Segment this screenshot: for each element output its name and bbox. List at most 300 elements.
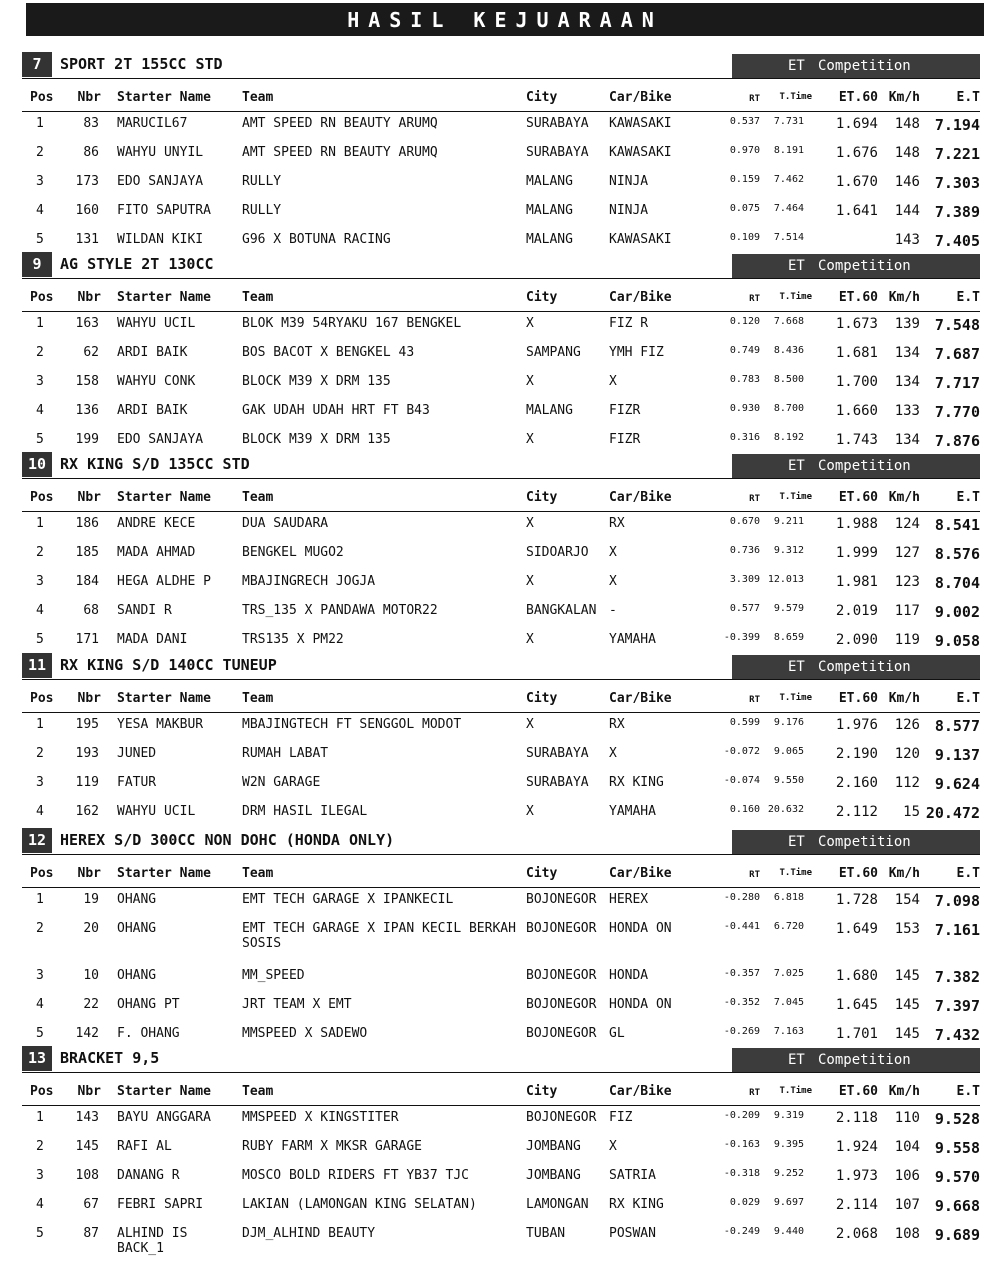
column-header-ttime: T.Time	[764, 283, 826, 312]
cell-et: 9.558	[934, 1139, 980, 1157]
cell-car: FIZ	[609, 1110, 633, 1125]
column-header-ttime: T.Time	[764, 83, 826, 112]
cell-city: MALANG	[526, 232, 573, 247]
cell-car: HONDA	[609, 968, 649, 983]
cell-city: X	[526, 574, 534, 589]
race-section	[22, 1046, 980, 1269]
cell-car: KAWASAKI	[609, 232, 672, 247]
cell-starter: ARDI BAIK	[117, 345, 188, 360]
cell-car: RX	[609, 516, 625, 531]
cell-starter: FATUR	[117, 775, 157, 790]
cell-rt: 0.160	[729, 804, 760, 815]
column-header-rt: RT	[704, 684, 764, 713]
cell-starter: ANDRE KECE	[117, 516, 196, 531]
column-header-car: Car/Bike	[609, 859, 704, 888]
column-header-starter: Starter Name	[117, 684, 242, 713]
cell-team: RULLY	[242, 174, 282, 189]
table-header-row	[22, 684, 980, 713]
cell-ttime: 8.700	[773, 403, 804, 414]
cell-city: BOJONEGOR	[526, 921, 597, 936]
cell-team: DRM HASIL ILEGAL	[242, 804, 368, 819]
cell-kmh: 139	[894, 316, 920, 332]
cell-city: X	[526, 804, 534, 819]
table-row	[22, 399, 980, 428]
race-section	[22, 252, 980, 457]
cell-starter: EDO SANJAYA	[117, 432, 204, 447]
cell-ttime: 8.192	[773, 432, 804, 443]
column-header-nbr: Nbr	[60, 684, 117, 713]
cell-nbr: 195	[75, 717, 99, 732]
cell-kmh: 134	[894, 374, 920, 390]
cell-starter: HEGA ALDHE P	[117, 574, 211, 589]
table-row	[22, 888, 980, 918]
cell-team: BLOCK M39 X DRM 135	[242, 374, 391, 389]
cell-et: 7.397	[934, 997, 980, 1015]
column-header-pos: Pos	[22, 483, 60, 512]
table-row	[22, 141, 980, 170]
cell-et60: 1.645	[835, 997, 878, 1013]
cell-kmh: 146	[894, 174, 920, 190]
cell-team: EMT TECH GARAGE X IPAN KECIL BERKAH SOSIS	[242, 921, 516, 951]
cell-et60: 1.743	[835, 432, 878, 448]
cell-starter: OHANG	[117, 968, 157, 983]
table-header-row	[22, 283, 980, 312]
cell-nbr: 119	[75, 775, 99, 790]
cell-city: SURABAYA	[526, 775, 589, 790]
cell-city: BOJONEGOR	[526, 968, 597, 983]
cell-car: YMH FIZ	[609, 345, 664, 360]
cell-ttime: 9.312	[773, 545, 804, 556]
cell-pos: 1	[36, 516, 44, 531]
column-header-city: City	[526, 83, 609, 112]
cell-pos: 3	[36, 374, 44, 389]
cell-et: 20.472	[925, 804, 980, 822]
cell-et60: 1.981	[835, 574, 878, 590]
cell-car: RX	[609, 717, 625, 732]
cell-et60: 1.641	[835, 203, 878, 219]
cell-pos: 1	[36, 1110, 44, 1125]
section-divider	[22, 278, 980, 279]
column-header-et: E.T	[924, 859, 980, 888]
et-competition-label	[732, 655, 980, 680]
cell-ttime: 8.191	[773, 145, 804, 156]
cell-pos: 2	[36, 746, 44, 761]
section-header	[22, 452, 980, 477]
table-header-row	[22, 483, 980, 512]
table-row	[22, 112, 980, 142]
cell-nbr: 108	[75, 1168, 99, 1183]
cell-et: 8.704	[934, 574, 980, 592]
column-header-starter: Starter Name	[117, 283, 242, 312]
cell-et: 9.668	[934, 1197, 980, 1215]
cell-kmh: 112	[894, 775, 920, 791]
cell-ttime: 8.436	[773, 345, 804, 356]
results-table	[22, 859, 980, 1051]
cell-city: X	[526, 432, 534, 447]
cell-pos: 2	[36, 145, 44, 160]
cell-city: BOJONEGOR	[526, 1026, 597, 1041]
cell-team: LAKIAN (LAMONGAN KING SELATAN)	[242, 1197, 477, 1212]
column-header-city: City	[526, 483, 609, 512]
cell-et60: 1.676	[835, 145, 878, 161]
cell-et: 8.541	[934, 516, 980, 534]
column-header-city: City	[526, 859, 609, 888]
cell-nbr: 145	[75, 1139, 99, 1154]
cell-city: BOJONEGOR	[526, 1110, 597, 1125]
cell-et60: 1.694	[835, 116, 878, 132]
race-section	[22, 452, 980, 657]
cell-city: MALANG	[526, 403, 573, 418]
cell-pos: 3	[36, 968, 44, 983]
cell-pos: 2	[36, 345, 44, 360]
cell-team: MMSPEED X KINGSTITER	[242, 1110, 399, 1125]
cell-et: 7.432	[934, 1026, 980, 1044]
cell-starter: OHANG	[117, 892, 157, 907]
table-row	[22, 599, 980, 628]
cell-city: BANGKALAN	[526, 603, 597, 618]
cell-rt: 0.970	[729, 145, 760, 156]
cell-city: SAMPANG	[526, 345, 581, 360]
cell-et: 7.405	[934, 232, 980, 250]
column-header-car: Car/Bike	[609, 1077, 704, 1106]
column-header-pos: Pos	[22, 283, 60, 312]
cell-et: 8.576	[934, 545, 980, 563]
cell-rt: -0.074	[723, 775, 760, 786]
cell-rt: 0.120	[729, 316, 760, 327]
section-divider	[22, 78, 980, 79]
cell-rt: -0.441	[723, 921, 760, 932]
cell-city: BOJONEGOR	[526, 997, 597, 1012]
cell-et60: 1.999	[835, 545, 878, 561]
cell-et: 9.137	[934, 746, 980, 764]
cell-city: MALANG	[526, 203, 573, 218]
cell-team: MBAJINGTECH FT SENGGOL MODOT	[242, 717, 462, 732]
cell-rt: 0.029	[729, 1197, 760, 1208]
column-header-car: Car/Bike	[609, 283, 704, 312]
cell-car: YAMAHA	[609, 804, 656, 819]
cell-kmh: 110	[894, 1110, 920, 1126]
column-header-car: Car/Bike	[609, 83, 704, 112]
cell-car: NINJA	[609, 174, 649, 189]
cell-et: 9.002	[934, 603, 980, 621]
cell-ttime: 9.211	[773, 516, 804, 527]
cell-starter: RAFI AL	[117, 1139, 172, 1154]
column-header-starter: Starter Name	[117, 483, 242, 512]
section-header	[22, 653, 980, 678]
cell-rt: -0.318	[723, 1168, 760, 1179]
column-header-kmh: Km/h	[886, 684, 924, 713]
cell-starter: F. OHANG	[117, 1026, 180, 1041]
column-header-pos: Pos	[22, 1077, 60, 1106]
section-title: BRACKET 9,5	[60, 1049, 160, 1067]
cell-pos: 4	[36, 203, 44, 218]
et-competition-label	[732, 1048, 980, 1073]
cell-nbr: 136	[75, 403, 99, 418]
section-header	[22, 52, 980, 77]
results-table	[22, 283, 980, 457]
page-title: HASIL KEJUARAAN	[26, 3, 984, 36]
cell-car: KAWASAKI	[609, 116, 672, 131]
cell-pos: 1	[36, 892, 44, 907]
column-header-ttime: T.Time	[764, 859, 826, 888]
column-header-rt: RT	[704, 859, 764, 888]
cell-ttime: 9.176	[773, 717, 804, 728]
section-title: AG STYLE 2T 130CC	[60, 255, 214, 273]
section-number: 7	[22, 52, 52, 77]
section-divider	[22, 679, 980, 680]
section-number: 12	[22, 828, 52, 853]
cell-ttime: 9.395	[773, 1139, 804, 1150]
cell-starter: FEBRI SAPRI	[117, 1197, 204, 1212]
cell-city: X	[526, 632, 534, 647]
cell-nbr: 62	[83, 345, 99, 360]
cell-car: RX KING	[609, 775, 664, 790]
results-table	[22, 483, 980, 657]
cell-rt: 0.159	[729, 174, 760, 185]
section-number: 10	[22, 452, 52, 477]
cell-ttime: 6.818	[773, 892, 804, 903]
cell-city: SIDOARJO	[526, 545, 589, 560]
cell-ttime: 7.668	[773, 316, 804, 327]
cell-ttime: 6.720	[773, 921, 804, 932]
table-row	[22, 1193, 980, 1222]
et-label: ET	[788, 458, 805, 474]
cell-nbr: 199	[75, 432, 99, 447]
cell-et60: 1.976	[835, 717, 878, 733]
cell-et: 9.528	[934, 1110, 980, 1128]
cell-et: 7.876	[934, 432, 980, 450]
cell-team: RULLY	[242, 203, 282, 218]
cell-nbr: 87	[83, 1226, 99, 1241]
et-label: ET	[788, 659, 805, 675]
cell-city: TUBAN	[526, 1226, 566, 1241]
column-header-nbr: Nbr	[60, 83, 117, 112]
column-header-ttime: T.Time	[764, 684, 826, 713]
section-title: SPORT 2T 155CC STD	[60, 55, 223, 73]
cell-rt: -0.072	[723, 746, 760, 757]
cell-et60: 1.681	[835, 345, 878, 361]
cell-car: NINJA	[609, 203, 649, 218]
column-header-et: E.T	[924, 684, 980, 713]
cell-nbr: 185	[75, 545, 99, 560]
cell-team: BLOK M39 54RYAKU 167 BENGKEL	[242, 316, 462, 331]
cell-et60: 2.160	[835, 775, 878, 791]
cell-ttime: 7.731	[773, 116, 804, 127]
cell-nbr: 186	[75, 516, 99, 531]
cell-et60: 1.700	[835, 374, 878, 390]
cell-kmh: 154	[894, 892, 920, 908]
cell-team: MM_SPEED	[242, 968, 305, 983]
column-header-rt: RT	[704, 83, 764, 112]
section-header	[22, 828, 980, 853]
column-header-nbr: Nbr	[60, 283, 117, 312]
competition-label: Competition	[818, 834, 911, 850]
cell-rt: 0.316	[729, 432, 760, 443]
cell-et: 7.687	[934, 345, 980, 363]
race-section	[22, 653, 980, 829]
cell-rt: -0.269	[723, 1026, 760, 1037]
cell-pos: 5	[36, 1226, 44, 1241]
cell-ttime: 7.163	[773, 1026, 804, 1037]
cell-nbr: 19	[83, 892, 99, 907]
cell-ttime: 9.252	[773, 1168, 804, 1179]
cell-rt: 0.736	[729, 545, 760, 556]
cell-city: X	[526, 374, 534, 389]
cell-city: X	[526, 516, 534, 531]
cell-team: JRT TEAM X EMT	[242, 997, 352, 1012]
cell-team: BLOCK M39 X DRM 135	[242, 432, 391, 447]
cell-team: GAK UDAH UDAH HRT FT B43	[242, 403, 430, 418]
cell-rt: -0.280	[723, 892, 760, 903]
table-row	[22, 370, 980, 399]
table-header-row	[22, 83, 980, 112]
cell-starter: YESA MAKBUR	[117, 717, 204, 732]
column-header-team: Team	[242, 483, 526, 512]
cell-pos: 5	[36, 632, 44, 647]
cell-nbr: 163	[75, 316, 99, 331]
cell-pos: 5	[36, 232, 44, 247]
column-header-nbr: Nbr	[60, 1077, 117, 1106]
section-number: 13	[22, 1046, 52, 1071]
cell-et: 7.770	[934, 403, 980, 421]
cell-et60: 2.019	[835, 603, 878, 619]
cell-rt: 3.309	[729, 574, 760, 585]
column-header-ttime: T.Time	[764, 483, 826, 512]
cell-city: SURABAYA	[526, 145, 589, 160]
cell-starter: MADA AHMAD	[117, 545, 196, 560]
cell-pos: 4	[36, 403, 44, 418]
cell-et: 7.221	[934, 145, 980, 163]
cell-rt: -0.209	[723, 1110, 760, 1121]
cell-kmh: 15	[903, 804, 920, 820]
cell-nbr: 143	[75, 1110, 99, 1125]
cell-pos: 2	[36, 1139, 44, 1154]
cell-et60: 2.118	[835, 1110, 878, 1126]
column-header-nbr: Nbr	[60, 859, 117, 888]
cell-kmh: 126	[894, 717, 920, 733]
cell-pos: 3	[36, 574, 44, 589]
cell-car: X	[609, 574, 617, 589]
cell-team: AMT SPEED RN BEAUTY ARUMQ	[242, 116, 438, 131]
column-header-team: Team	[242, 283, 526, 312]
cell-kmh: 107	[894, 1197, 920, 1213]
cell-et60: 2.090	[835, 632, 878, 648]
cell-et60: 1.701	[835, 1026, 878, 1042]
cell-pos: 1	[36, 116, 44, 131]
table-row	[22, 713, 980, 743]
cell-nbr: 171	[75, 632, 99, 647]
section-title: RX KING S/D 135CC STD	[60, 455, 250, 473]
cell-pos: 3	[36, 174, 44, 189]
table-header-row	[22, 1077, 980, 1106]
et-competition-label	[732, 254, 980, 279]
competition-label: Competition	[818, 458, 911, 474]
cell-kmh: 148	[894, 145, 920, 161]
table-row	[22, 570, 980, 599]
cell-team: W2N GARAGE	[242, 775, 321, 790]
cell-team: TRS135 X PM22	[242, 632, 344, 647]
cell-team: G96 X BOTUNA RACING	[242, 232, 391, 247]
column-header-nbr: Nbr	[60, 483, 117, 512]
cell-kmh: 143	[894, 232, 920, 248]
section-header	[22, 1046, 980, 1071]
column-header-starter: Starter Name	[117, 83, 242, 112]
cell-nbr: 22	[83, 997, 99, 1012]
cell-et: 7.548	[934, 316, 980, 334]
column-header-et60: ET.60	[826, 83, 886, 112]
cell-rt: -0.399	[723, 632, 760, 643]
cell-et: 9.058	[934, 632, 980, 650]
cell-nbr: 83	[83, 116, 99, 131]
cell-kmh: 148	[894, 116, 920, 132]
cell-nbr: 142	[75, 1026, 99, 1041]
column-header-rt: RT	[704, 1077, 764, 1106]
cell-et: 9.570	[934, 1168, 980, 1186]
table-row	[22, 341, 980, 370]
cell-pos: 5	[36, 432, 44, 447]
cell-car: X	[609, 374, 617, 389]
column-header-kmh: Km/h	[886, 859, 924, 888]
section-title: HEREX S/D 300CC NON DOHC (HONDA ONLY)	[60, 831, 395, 849]
et-label: ET	[788, 1052, 805, 1068]
cell-et60: 1.988	[835, 516, 878, 532]
cell-team: TRS_135 X PANDAWA MOTOR22	[242, 603, 438, 618]
cell-starter: BAYU ANGGARA	[117, 1110, 211, 1125]
cell-starter: MARUCIL67	[117, 116, 188, 131]
cell-nbr: 158	[75, 374, 99, 389]
cell-ttime: 7.045	[773, 997, 804, 1008]
cell-kmh: 134	[894, 345, 920, 361]
cell-city: LAMONGAN	[526, 1197, 589, 1212]
cell-rt: 0.783	[729, 374, 760, 385]
column-header-rt: RT	[704, 283, 764, 312]
cell-team: AMT SPEED RN BEAUTY ARUMQ	[242, 145, 438, 160]
column-header-et: E.T	[924, 483, 980, 512]
column-header-car: Car/Bike	[609, 684, 704, 713]
column-header-team: Team	[242, 684, 526, 713]
et-competition-label	[732, 454, 980, 479]
cell-nbr: 86	[83, 145, 99, 160]
cell-pos: 2	[36, 545, 44, 560]
cell-et60: 2.114	[835, 1197, 878, 1213]
et-label: ET	[788, 258, 805, 274]
column-header-city: City	[526, 684, 609, 713]
race-section	[22, 52, 980, 257]
cell-et: 7.194	[934, 116, 980, 134]
cell-car: FIZR	[609, 432, 641, 447]
cell-car: SATRIA	[609, 1168, 656, 1183]
cell-starter: DANANG R	[117, 1168, 180, 1183]
cell-pos: 2	[36, 921, 44, 936]
cell-car: X	[609, 545, 617, 560]
cell-pos: 3	[36, 1168, 44, 1183]
cell-kmh: 145	[894, 997, 920, 1013]
column-header-pos: Pos	[22, 684, 60, 713]
cell-pos: 1	[36, 717, 44, 732]
section-number: 9	[22, 252, 52, 277]
section-divider	[22, 854, 980, 855]
cell-city: X	[526, 316, 534, 331]
competition-label: Competition	[818, 58, 911, 74]
cell-nbr: 184	[75, 574, 99, 589]
cell-kmh: 145	[894, 1026, 920, 1042]
column-header-team: Team	[242, 1077, 526, 1106]
table-row	[22, 1222, 980, 1269]
cell-pos: 4	[36, 804, 44, 819]
cell-team: RUMAH LABAT	[242, 746, 329, 761]
cell-car: HONDA ON	[609, 921, 672, 936]
column-header-team: Team	[242, 83, 526, 112]
